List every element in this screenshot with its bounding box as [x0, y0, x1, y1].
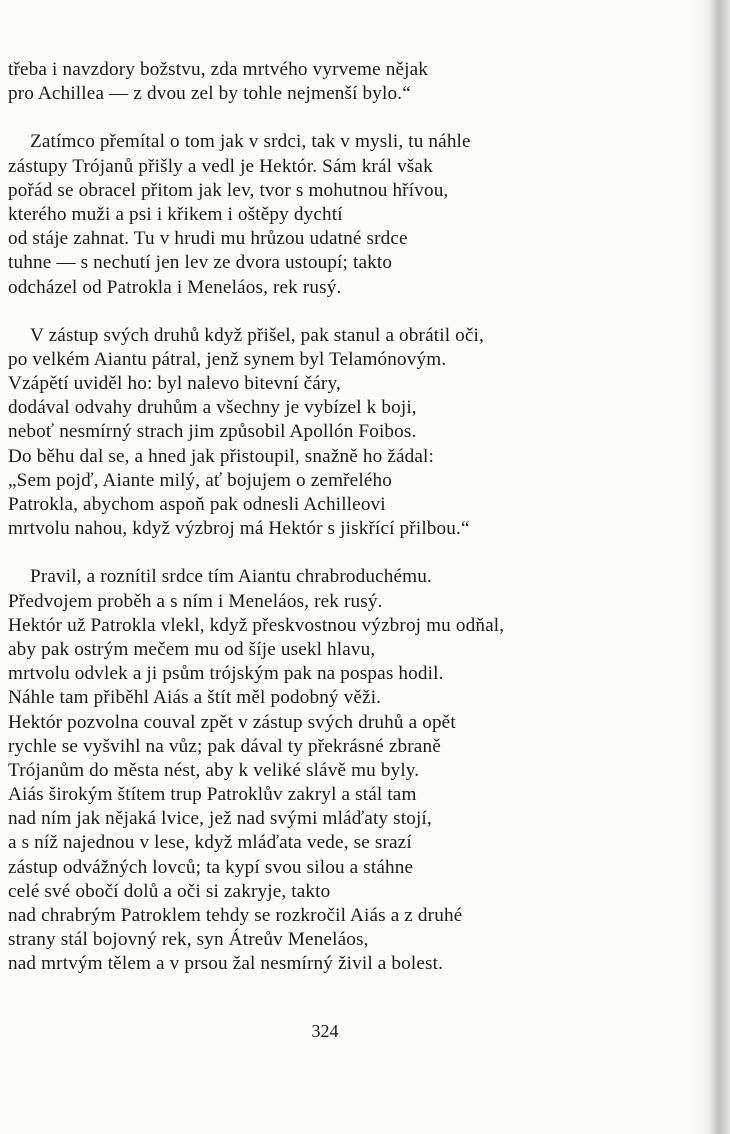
text-line: Hektór už Patrokla vlekl, když přeskvostnou výzbroj mu odňal,: [8, 614, 505, 636]
text-line: kterého muži a psi i křikem i oštěpy dychtí: [8, 203, 343, 225]
text-line: nad chrabrým Patroklem tehdy se rozkročil Aiás a z druhé: [8, 905, 463, 926]
page-edge-shadow: [690, 0, 730, 1134]
text-line: celé své obočí dolů a oči si zakryje, takto: [8, 880, 331, 902]
text-line: Pravil, a roznítil srdce tím Aiantu chrabroduchému.: [30, 566, 432, 588]
text-line: třeba i navzdory božstvu, zda mrtvého vyrveme nějak: [8, 59, 429, 80]
text-line: zástup odvážných lovců; ta kypí svou silou a stáhne: [8, 856, 414, 878]
text-line: Hektór pozvolna couval zpět v zástup svých druhů a opět: [8, 711, 456, 733]
text-line: strany stál bojovný rek, syn Átreův Meneláos,: [8, 929, 369, 951]
page-number: 324: [311, 1021, 339, 1041]
text-line: zástupy Trójanů přišly a vedl je Hektór. Sám král však: [8, 155, 433, 177]
text-line: mrtvolu odvlek a ji psům trójským pak na pospas hodil.: [8, 663, 444, 685]
text-line: Předvojem proběh a s ním i Meneláos, rek rusý.: [8, 590, 383, 612]
text-line: nad ním jak nějaká lvice, jež nad svými mláďaty stojí,: [8, 808, 432, 830]
stanza-2: [8, 130, 688, 299]
text-line: Aiás širokým štítem trup Patroklův zakryl a stál tam: [8, 784, 417, 806]
text-line: od stáje zahnat. Tu v hrudi mu hrůzou udatné srdce: [8, 228, 408, 250]
stanza-4: [8, 565, 688, 976]
text-line: dodával odvahy druhům a všechny je vybízel k boji,: [8, 397, 417, 419]
text-line: neboť nesmírný strach jim způsobil Apollón Foibos.: [8, 421, 417, 443]
text-line: a s níž najednou v lese, když mláďata vede, se srazí: [8, 832, 412, 854]
text-line: Do běhu dal se, a hned jak přistoupil, snažně ho žádal:: [8, 445, 434, 467]
text-line: Vzápětí uviděl ho: byl nalevo bitevní čáry,: [8, 373, 341, 395]
text-line: tuhne — s nechutí jen lev ze dvora ustoupí; takto: [8, 252, 393, 274]
text-line: pořád se obracel přitom jak lev, tvor s mohutnou hřívou,: [8, 179, 449, 201]
text-line: Zatímco přemítal o tom jak v srdci, tak v mysli, tu náhle: [30, 131, 471, 153]
text-line: Náhle tam přiběhl Aiás a štít měl podobný věži.: [8, 687, 382, 709]
text-line: po velkém Aiantu pátral, jenž synem byl Telamónovým.: [8, 348, 447, 370]
text-line: odcházel od Patrokla i Meneláos, rek rusý.: [8, 276, 342, 298]
text-line: rychle se vyšvihl na vůz; pak dával ty překrásné zbraně: [8, 735, 441, 757]
poem-text: [8, 58, 688, 1001]
stanza-3: [8, 324, 688, 542]
text-line: Patrokla, abychom aspoň pak odnesli Achilleovi: [8, 494, 386, 515]
text-line: aby pak ostrým mečem mu od šíje usekl hlavu,: [8, 638, 376, 660]
stanza-1: [8, 58, 688, 106]
text-line: V zástup svých druhů když přišel, pak stanul a obrátil oči,: [30, 324, 484, 346]
text-line: Trójanům do města nést, aby k veliké slávě mu byly.: [8, 759, 420, 781]
text-line: pro Achillea — z dvou zel by tohle nejmenší bylo.“: [8, 83, 411, 105]
text-line: nad mrtvým tělem a v prsou žal nesmírný živil a bolest.: [8, 953, 444, 975]
text-line: mrtvolu nahou, když výzbroj má Hektór s jiskřící přilbou.“: [8, 518, 470, 540]
text-line: „Sem pojď, Aiante milý, ať bojujem o zemřelého: [8, 469, 392, 491]
